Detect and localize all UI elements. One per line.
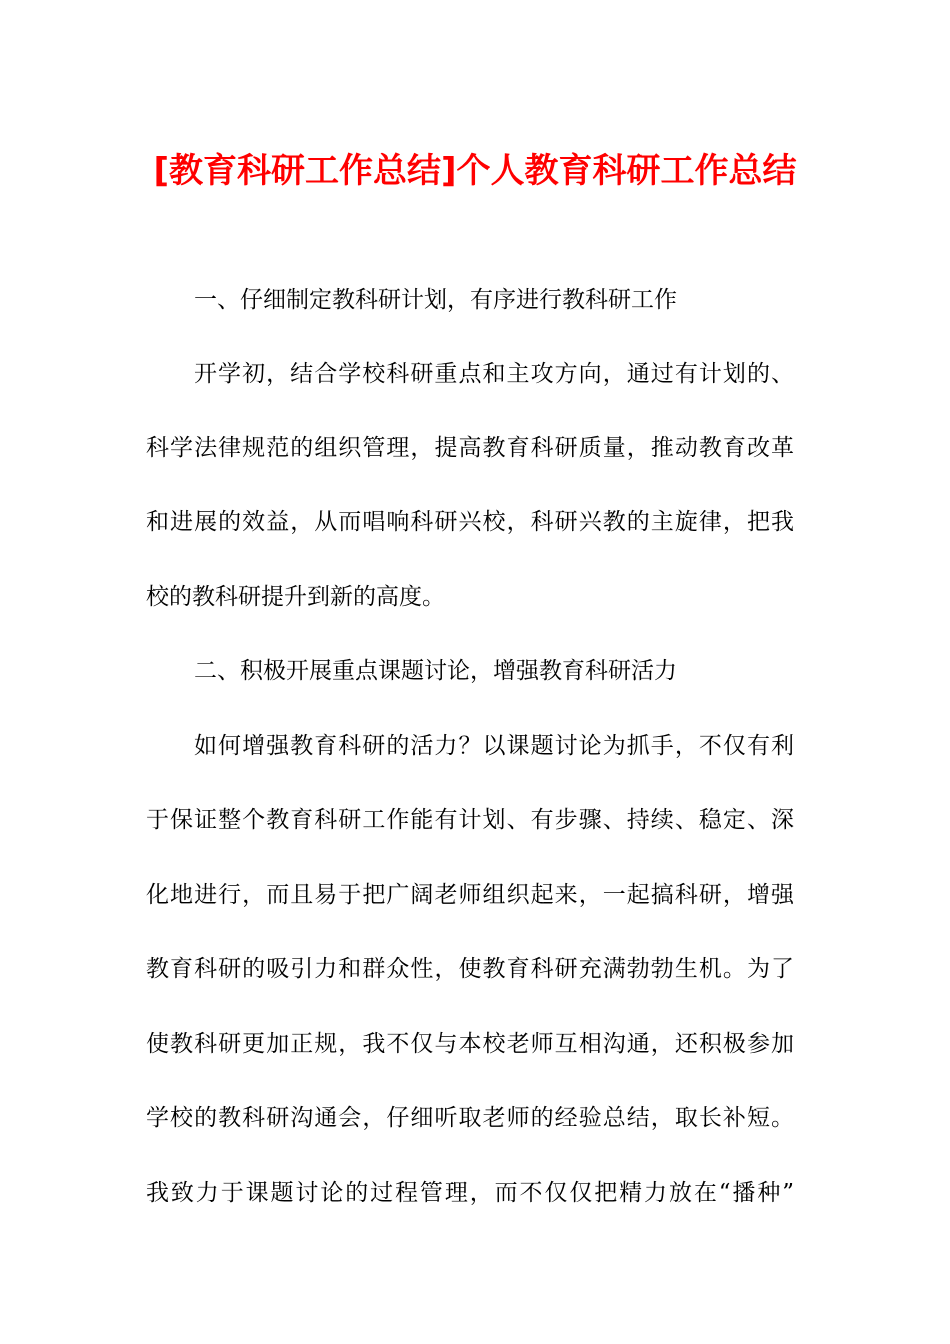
paragraph-line: 如何增强教育科研的活力？以课题讨论为抓手，不仅有利 — [194, 733, 794, 759]
paragraph-line: 使教科研更加正规，我不仅与本校老师互相沟通，还积极参加 — [146, 1031, 794, 1057]
paragraph-line: 校的教科研提升到新的高度。 — [146, 584, 445, 610]
paragraph-line: 学校的教科研沟通会，仔细听取老师的经验总结，取长补短。 — [146, 1105, 794, 1131]
document-title: [教育科研工作总结]个人教育科研工作总结 — [153, 151, 797, 191]
paragraph-line: 开学初，结合学校科研重点和主攻方向，通过有计划的、 — [194, 361, 794, 387]
paragraph-line: 于保证整个教育科研工作能有计划、有步骤、持续、稳定、深 — [146, 807, 794, 833]
paragraph-line: 我致力于课题讨论的过程管理，而不仅仅把精力放在“播种” — [146, 1180, 794, 1206]
paragraph-line: 科学法律规范的组织管理，提高教育科研质量，推动教育改革 — [146, 435, 794, 461]
section-heading-2: 二、积极开展重点课题讨论，增强教育科研活力 — [194, 658, 677, 684]
paragraph-line: 化地进行，而且易于把广阔老师组织起来，一起搞科研，增强 — [146, 882, 794, 908]
paragraph-line: 教育科研的吸引力和群众性，使教育科研充满勃勃生机。为了 — [146, 956, 794, 982]
section-heading-1: 一、仔细制定教科研计划，有序进行教科研工作 — [194, 287, 677, 313]
paragraph-line: 和进展的效益，从而唱响科研兴校，科研兴教的主旋律，把我 — [146, 509, 794, 535]
